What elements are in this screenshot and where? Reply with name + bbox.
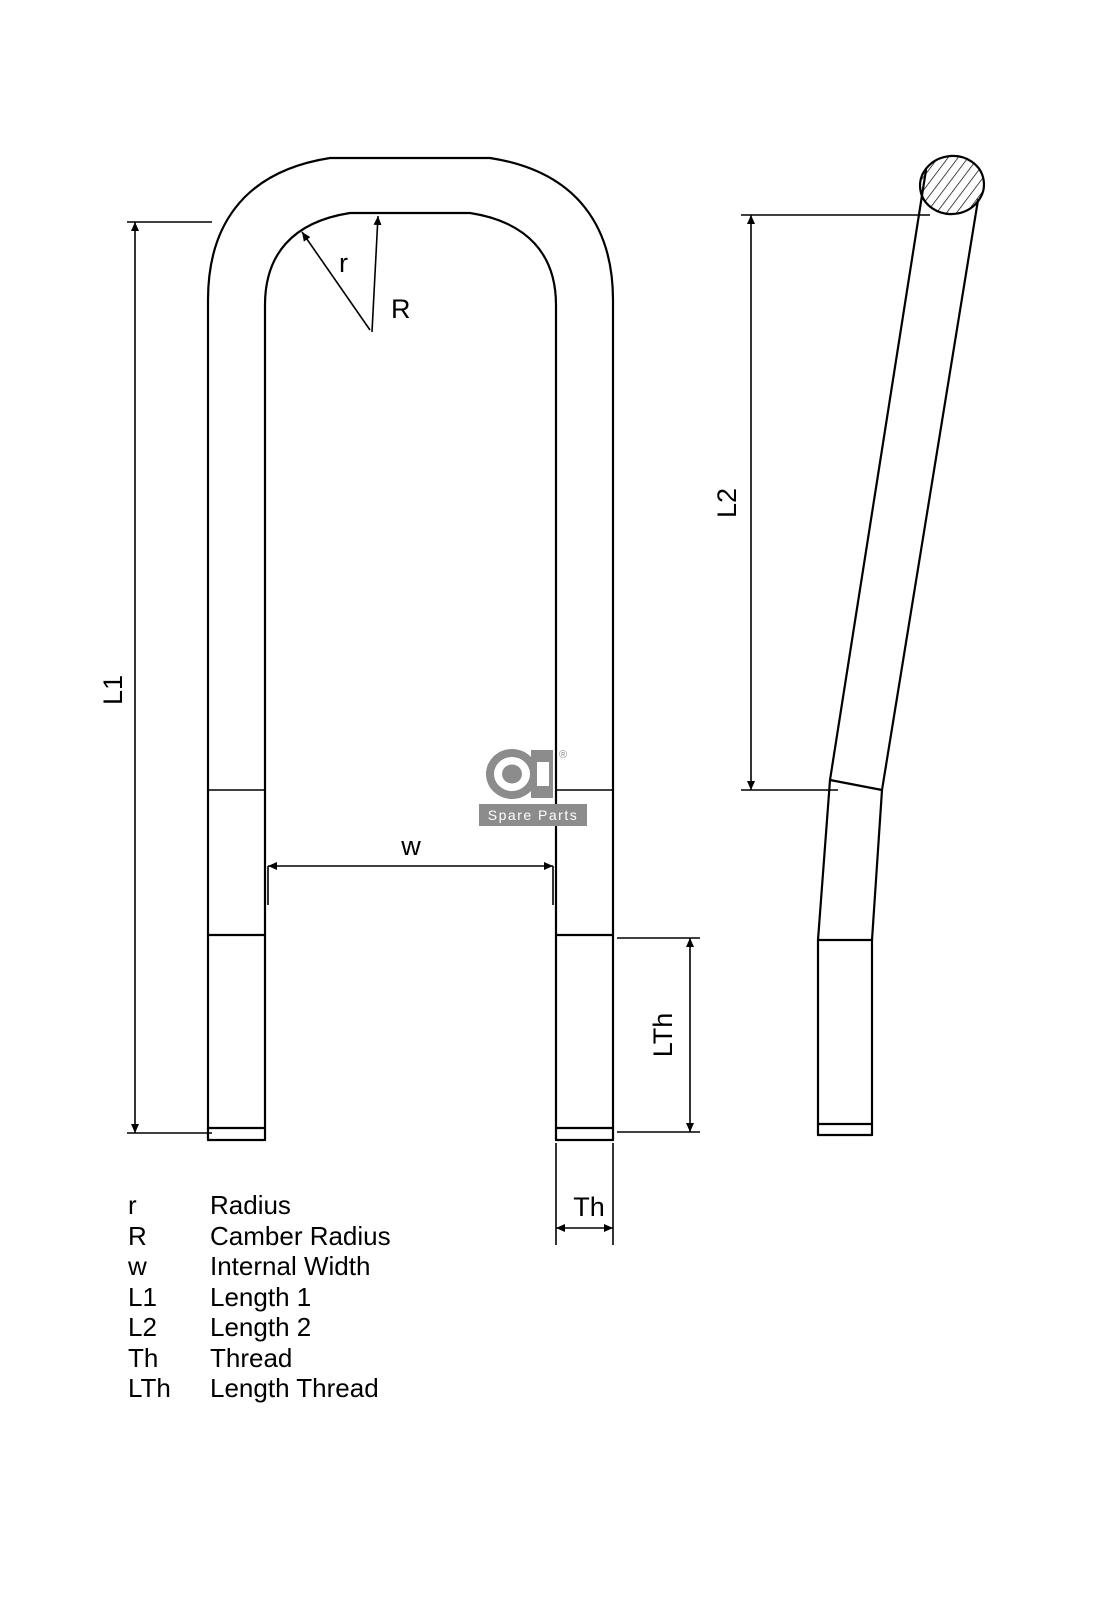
legend-key: r	[128, 1190, 137, 1220]
legend-row	[128, 1221, 391, 1252]
legend-row	[128, 1373, 391, 1404]
dimension-label-Th: Th	[573, 1192, 605, 1222]
dimension-LTh	[617, 938, 700, 1132]
dimension-w	[268, 831, 553, 905]
dimension-label-R: R	[391, 294, 411, 324]
legend-description: Radius	[210, 1190, 291, 1220]
dimension-label-L1: L1	[98, 674, 128, 706]
dimension-label-r: r	[339, 248, 348, 278]
legend	[128, 1190, 391, 1404]
legend-row	[128, 1251, 391, 1282]
legend-row	[128, 1282, 391, 1313]
legend-description: Internal Width	[210, 1251, 371, 1281]
legend-description: Length 1	[210, 1281, 312, 1312]
dimension-label-w: w	[401, 831, 421, 861]
legend-description: Length 2	[210, 1312, 312, 1342]
legend-key: Th	[128, 1342, 159, 1373]
dimension-radius-leaders	[302, 216, 411, 332]
u-bolt-side-view	[818, 152, 988, 1135]
legend-key: L2	[128, 1312, 157, 1342]
legend-description: Length Thread	[210, 1373, 379, 1403]
legend-key: w	[128, 1251, 147, 1281]
legend-key: R	[128, 1220, 147, 1251]
dimension-L2	[712, 215, 930, 790]
logo-graphic	[479, 718, 597, 836]
legend-key: LTh	[128, 1373, 171, 1403]
legend-description: Camber Radius	[210, 1220, 391, 1251]
dimension-label-L2: L2	[712, 487, 742, 519]
logo-tagline: Spare Parts	[487, 807, 579, 823]
logo-registered-mark: ®	[559, 749, 568, 761]
dimension-label-LTh: LTh	[648, 1012, 678, 1058]
legend-key: L1	[128, 1281, 157, 1312]
u-bolt-front-view	[208, 158, 613, 1140]
legend-row	[128, 1343, 391, 1374]
dimension-L1	[98, 222, 212, 1133]
legend-description: Thread	[210, 1342, 293, 1373]
dimension-Th	[556, 1143, 613, 1245]
dt-spare-parts-logo	[479, 718, 597, 836]
legend-row	[128, 1312, 391, 1343]
legend-row	[128, 1190, 391, 1221]
